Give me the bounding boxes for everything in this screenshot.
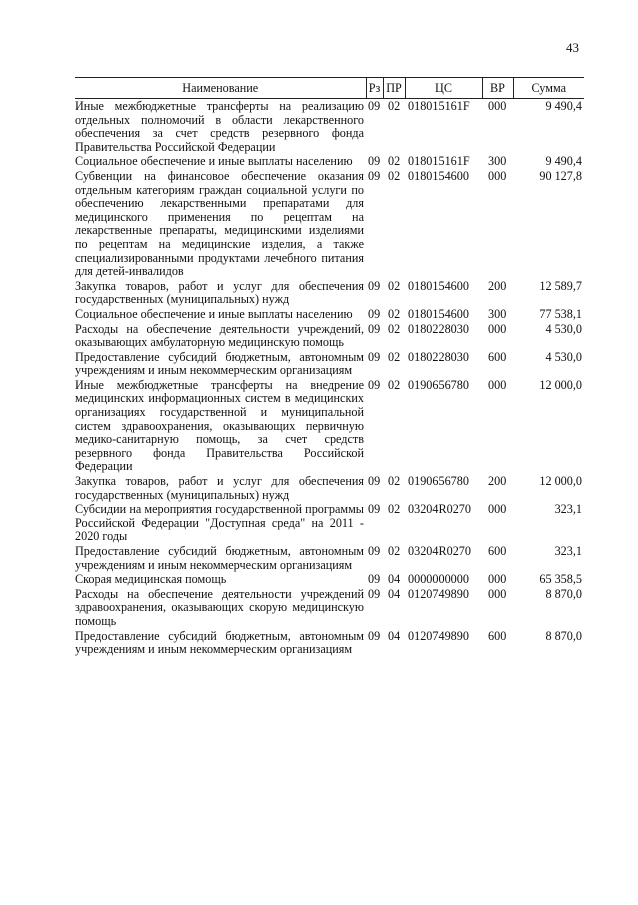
row-vr: 000 <box>488 586 507 601</box>
table-row <box>75 350 584 378</box>
header-row <box>75 78 584 99</box>
row-rz: 09 <box>368 306 381 321</box>
header-cs: ЦС <box>405 78 482 99</box>
row-name: Предоставление субсидий бюджетным, автономным учреждениям и иным некоммерческим организациям <box>75 628 364 657</box>
row-cs: 0000000000 <box>408 572 469 587</box>
budget-table <box>75 77 584 657</box>
row-vr: 000 <box>488 99 507 113</box>
row-rz: 09 <box>368 474 381 489</box>
row-vr: 200 <box>488 474 507 489</box>
row-cs: 0180228030 <box>408 321 469 336</box>
row-rz: 09 <box>368 349 381 364</box>
row-cs: 018015161F <box>408 99 470 113</box>
table-row <box>75 502 584 544</box>
row-cs: 0190656780 <box>408 474 469 489</box>
row-pr: 02 <box>388 474 401 489</box>
header-sum: Сумма <box>513 78 584 99</box>
row-sum: 90 127,8 <box>539 168 582 183</box>
row-name: Иные межбюджетные трансферты на внедрение медицинских информационных систем в медицинских организациях государственной и муниципальной систем здравоохранения, оказывающих первичную медико-санитарную помощь, за счет средств резервного фонда Правительства Российской Федерации <box>75 377 364 474</box>
row-name: Расходы на обеспечение деятельности учреждений, оказывающих амбулаторную медицинскую помощь <box>75 321 364 350</box>
row-pr: 02 <box>388 278 401 293</box>
row-name: Субсидии на мероприятия государственной программы Российской Федерации "Доступная среда" на 2011 - 2020 годы <box>75 502 364 544</box>
table-row <box>75 587 584 629</box>
row-vr: 300 <box>488 154 507 169</box>
row-pr: 02 <box>388 349 401 364</box>
row-rz: 09 <box>368 168 381 183</box>
row-rz: 09 <box>368 377 381 392</box>
header-pr: ПР <box>383 78 405 99</box>
table-row <box>75 154 584 169</box>
table-row <box>75 378 584 474</box>
row-vr: 300 <box>488 306 507 321</box>
row-cs: 0180228030 <box>408 349 469 364</box>
row-name: Предоставление субсидий бюджетным, автономным учреждениям и иным некоммерческим организациям <box>75 349 364 378</box>
row-cs: 0180154600 <box>408 306 469 321</box>
row-cs: 0190656780 <box>408 377 469 392</box>
row-sum: 4 530,0 <box>545 349 582 364</box>
row-sum: 323,1 <box>554 502 582 517</box>
row-vr: 000 <box>488 377 507 392</box>
row-name: Закупка товаров, работ и услуг для обеспечения государственных (муниципальных) нужд <box>75 278 364 307</box>
row-pr: 02 <box>388 154 401 169</box>
row-vr: 000 <box>488 321 507 336</box>
row-sum: 8 870,0 <box>545 586 582 601</box>
row-sum: 12 000,0 <box>539 377 582 392</box>
table-row <box>75 279 584 307</box>
row-name: Расходы на обеспечение деятельности учреждений здравоохранения, оказывающих скорую медицинскую помощь <box>75 586 364 628</box>
row-name: Предоставление субсидий бюджетным, автономным учреждениям и иным некоммерческим организациям <box>75 544 364 572</box>
row-vr: 200 <box>488 278 507 293</box>
row-pr: 04 <box>388 572 401 587</box>
row-rz: 09 <box>368 99 381 113</box>
row-cs: 03204R0270 <box>408 502 471 517</box>
table-row <box>75 572 584 587</box>
row-vr: 600 <box>488 544 507 558</box>
header-name: Наименование <box>75 78 366 99</box>
header-vr: ВР <box>482 78 513 99</box>
row-pr: 02 <box>388 502 401 517</box>
row-pr: 04 <box>388 586 401 601</box>
row-pr: 02 <box>388 377 401 392</box>
row-rz: 09 <box>368 544 381 558</box>
row-sum: 9 490,4 <box>545 99 582 113</box>
row-pr: 02 <box>388 99 401 113</box>
header-rz: Рз <box>366 78 383 99</box>
row-rz: 09 <box>368 321 381 336</box>
row-pr: 02 <box>388 544 401 558</box>
row-name: Социальное обеспечение и иные выплаты населению <box>75 306 353 321</box>
row-name: Иные межбюджетные трансферты на реализацию отдельных полномочий в области лекарственного обеспечения за счет средств резервного фонда Правительства Российской Федерации <box>75 99 364 154</box>
row-sum: 4 530,0 <box>545 321 582 336</box>
table-row <box>75 169 584 279</box>
table-row <box>75 307 584 322</box>
row-sum: 77 538,1 <box>539 306 582 321</box>
row-cs: 0120749890 <box>408 628 469 643</box>
row-name: Закупка товаров, работ и услуг для обеспечения государственных (муниципальных) нужд <box>75 474 364 502</box>
row-vr: 600 <box>488 349 507 364</box>
table-row <box>75 629 584 657</box>
row-cs: 018015161F <box>408 154 470 169</box>
row-rz: 09 <box>368 572 381 587</box>
row-cs: 0180154600 <box>408 168 469 183</box>
table-row <box>75 474 584 502</box>
row-vr: 600 <box>488 628 507 643</box>
row-sum: 12 589,7 <box>539 278 582 293</box>
row-cs: 0120749890 <box>408 586 469 601</box>
row-name: Скорая медицинская помощь <box>75 572 227 587</box>
row-cs: 03204R0270 <box>408 544 471 558</box>
row-rz: 09 <box>368 586 381 601</box>
row-name: Субвенции на финансовое обеспечение оказания отдельным категориям граждан социальной услуги по обеспечению лекарственными препаратами для медицинского применения по рецептам на лекарственные препараты, медицинскими изделиями по рецептам на медицинские изделия, а также специализированными продуктами лечебного питания для детей-инвалидов <box>75 168 364 279</box>
row-vr: 000 <box>488 502 507 517</box>
table-row <box>75 544 584 572</box>
row-rz: 09 <box>368 154 381 169</box>
row-sum: 12 000,0 <box>539 474 582 489</box>
row-cs: 0180154600 <box>408 278 469 293</box>
row-sum: 8 870,0 <box>545 628 582 643</box>
table-row <box>75 99 584 155</box>
row-rz: 09 <box>368 278 381 293</box>
page-number: 43 <box>566 40 579 55</box>
row-vr: 000 <box>488 572 507 587</box>
row-sum: 65 358,5 <box>539 572 582 587</box>
row-pr: 02 <box>388 321 401 336</box>
row-pr: 02 <box>388 168 401 183</box>
row-name: Социальное обеспечение и иные выплаты населению <box>75 154 353 169</box>
row-vr: 000 <box>488 168 507 183</box>
row-pr: 02 <box>388 306 401 321</box>
row-pr: 04 <box>388 628 401 643</box>
row-rz: 09 <box>368 502 381 517</box>
table-row <box>75 322 584 350</box>
row-rz: 09 <box>368 628 381 643</box>
row-sum: 323,1 <box>554 544 582 558</box>
row-sum: 9 490,4 <box>545 154 582 169</box>
